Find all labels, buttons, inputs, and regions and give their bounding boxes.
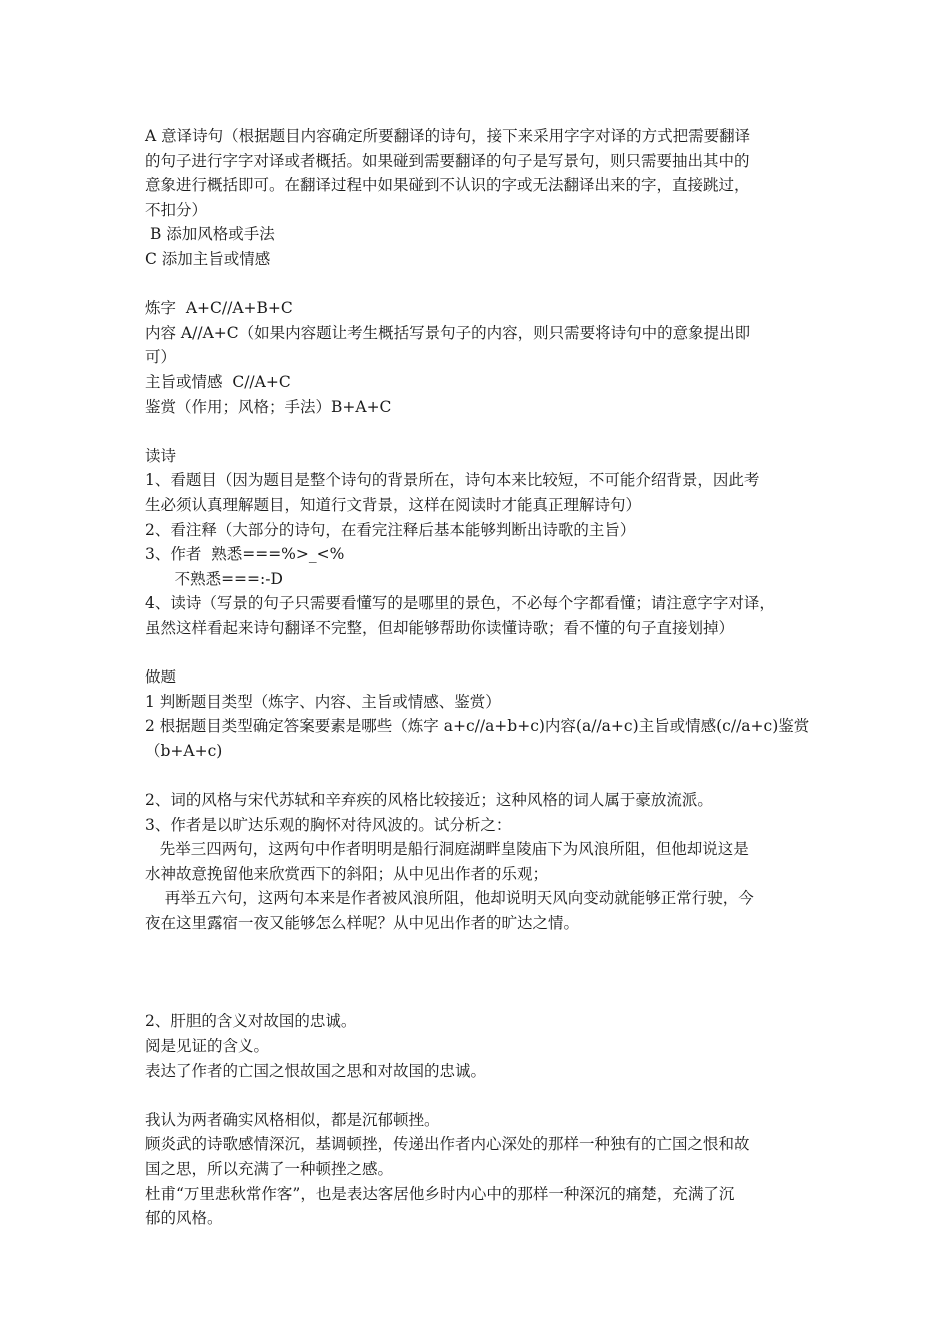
text-line: 1 判断题目类型（炼字、内容、主旨或情感、鉴赏） (145, 692, 501, 711)
text-line: 生必须认真理解题目，知道行文背景，这样在阅读时才能真正理解诗句） (145, 495, 642, 514)
text-line: 表达了作者的亡国之恨故国之思和对故国的忠诚。 (145, 1061, 487, 1080)
text-line: 鉴赏（作用；风格；手法）B+A+C (145, 397, 392, 416)
blank-line (145, 1083, 825, 1108)
text-line: 炼字 A+C//A+B+C (145, 299, 293, 318)
text-line: B 添加风格或手法 (145, 225, 275, 244)
text-line: （b+A+c) (145, 741, 223, 760)
text-line: 2 根据题目类型确定答案要素是哪些（炼字 a+c//a+b+c)内容(a//a+c)主旨或情感(c//a+c)鉴赏 (145, 717, 810, 736)
blank-line (145, 960, 825, 985)
text-line: 不扣分） (145, 200, 208, 219)
text-line: C 添加主旨或情感 (145, 249, 271, 268)
text-line: 先举三四两句，这两句中作者明明是船行洞庭湖畔皇陵庙下为风浪所阻，但他却说这是 (145, 840, 749, 859)
text-line: 郁的风格。 (145, 1209, 223, 1228)
blank-line (145, 419, 825, 444)
text-line: 国之思，所以充满了一种顿挫之感。 (145, 1159, 394, 1178)
text-line: 杜甫“万里悲秋常作客”，也是表达客居他乡时内心中的那样一种深沉的痛楚，充满了沉 (145, 1184, 735, 1203)
text-line: 的句子进行字字对译或者概括。如果碰到需要翻译的句子是写景句，则只需要抽出其中的 (145, 151, 750, 170)
blank-line (145, 936, 825, 961)
document-body (145, 124, 825, 1231)
text-line: 1、看题目（因为题目是整个诗句的背景所在，诗句本来比较短，不可能介绍背景，因此考 (145, 471, 760, 490)
text-line: 阅是见证的含义。 (145, 1036, 270, 1055)
blank-line (145, 763, 825, 788)
text-line: A 意译诗句（根据题目内容确定所要翻译的诗句，接下来采用字字对译的方式把需要翻译 (145, 127, 751, 145)
text-line: 4、读诗（写景的句子只需要看懂写的是哪里的景色，不必每个字都看懂；请注意字字对译， (145, 594, 775, 613)
text-line: 3、作者 熟悉===%>_<% (145, 545, 345, 564)
text-line: 我认为两者确实风格相似，都是沉郁顿挫。 (145, 1110, 440, 1129)
blank-line (145, 640, 825, 665)
text-line: 2、看注释（大部分的诗句，在看完注释后基本能够判断出诗歌的主旨） (145, 520, 636, 539)
text-line: 主旨或情感 C//A+C (145, 372, 291, 391)
text-line: 内容 A//A+C（如果内容题让考生概括写景句子的内容，则只需要将诗句中的意象提出即 (145, 323, 751, 342)
text-line: 顾炎武的诗歌感情深沉，基调顿挫，传递出作者内心深处的那样一种独有的亡国之恨和故 (145, 1135, 750, 1154)
section-heading: 做题 (145, 668, 177, 687)
section-heading: 读诗 (145, 446, 177, 465)
text-line: 不熟悉===:-D (145, 569, 283, 588)
text-line: 虽然这样看起来诗句翻译不完整，但却能够帮助你读懂诗歌；看不懂的句子直接划掉） (145, 618, 735, 637)
text-line: 2、肝胆的含义对故国的忠诚。 (145, 1012, 357, 1031)
blank-line (145, 272, 825, 297)
text-line: 意象进行概括即可。在翻译过程中如果碰到不认识的字或无法翻译出来的字，直接跳过， (145, 176, 750, 195)
text-line: 夜在这里露宿一夜又能够怎么样呢？从中见出作者的旷达之情。 (145, 914, 580, 932)
text-line: 再举五六句，这两句本来是作者被风浪所阻，他却说明天风向变动就能够正常行驶，今 (145, 889, 754, 908)
text-line: 水神故意挽留他来欣赏西下的斜阳；从中见出作者的乐观； (145, 864, 549, 883)
blank-line (145, 985, 825, 1010)
text-line: 3、作者是以旷达乐观的胸怀对待风波的。试分析之： (145, 815, 512, 834)
text-line: 可） (145, 348, 177, 367)
text-line: 2、词的风格与宋代苏轼和辛弃疾的风格比较接近；这种风格的词人属于豪放流派。 (145, 791, 713, 810)
